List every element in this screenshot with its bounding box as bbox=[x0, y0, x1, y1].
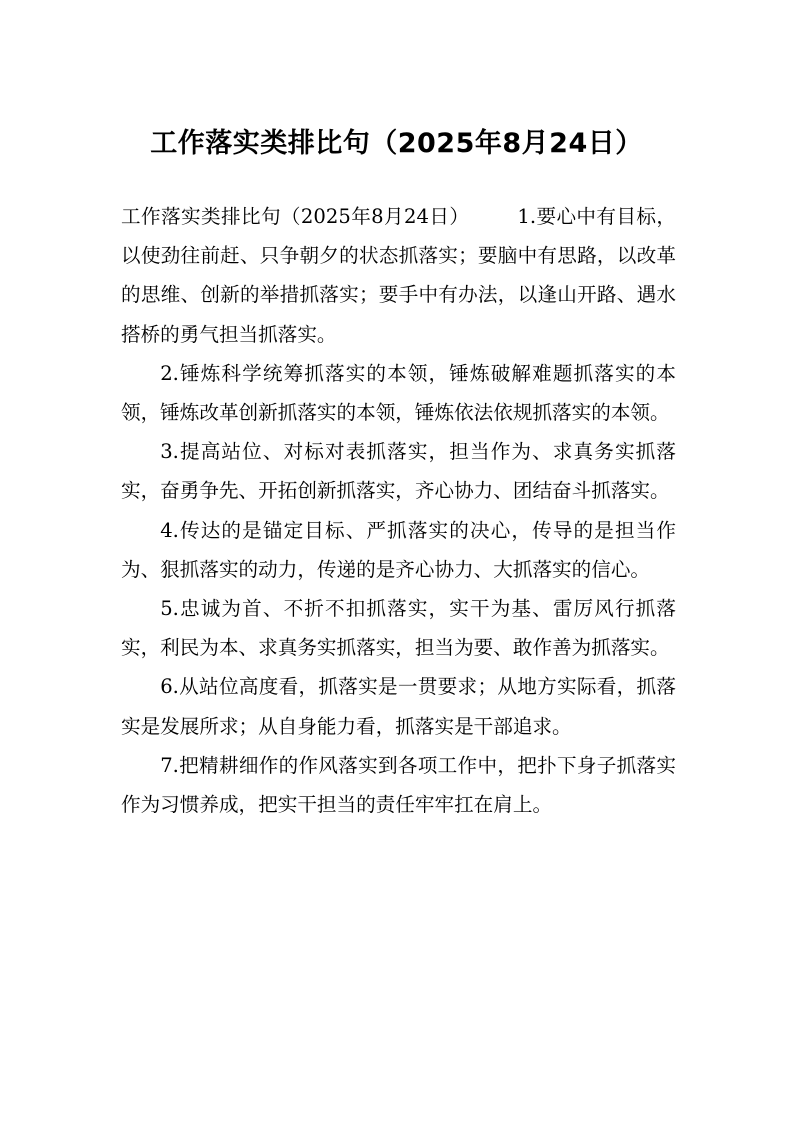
document-body bbox=[121, 197, 676, 824]
intro-heading: 工作落实类排比句（2025年8月24日） bbox=[121, 205, 470, 228]
document-title: 工作落实类排比句（2025年8月24日） bbox=[150, 128, 643, 159]
paragraph-3: 3.提高站位、对标对表抓落实，担当作为、求真务实抓落实，奋勇争先、开拓创新抓落实，齐心协力、团结奋斗抓落实。 bbox=[121, 440, 676, 503]
paragraph-2: 2.锤炼科学统筹抓落实的本领，锤炼破解难题抓落实的本领，锤炼改革创新抓落实的本领，锤炼依法依规抓落实的本领。 bbox=[121, 361, 676, 425]
paragraph-6: 6.从站位高度看，抓落实是一贯要求；从地方实际看，抓落实是发展所求；从自身能力看，抓落实是干部追求。 bbox=[121, 675, 676, 738]
paragraph-7: 7.把精耕细作的作风落实到各项工作中，把扑下身子抓落实作为习惯养成，把实干担当的责任牢牢扛在肩上。 bbox=[121, 753, 676, 817]
paragraph-4: 4.传达的是锚定目标、严抓落实的决心，传导的是担当作为、狠抓落实的动力，传递的是齐心协力、大抓落实的信心。 bbox=[121, 518, 676, 581]
paragraph-1 bbox=[121, 197, 676, 354]
paragraph-5: 5.忠诚为首、不折不扣抓落实，实干为基、雷厉风行抓落实，利民为本、求真务实抓落实，担当为要、敢作善为抓落实。 bbox=[121, 597, 676, 660]
paragraph-1-text: 1.要心中有目标，以使劲往前赶、只争朝夕的状态抓落实；要脑中有思路，以改革的思维、创新的举措抓落实；要手中有办法，以逢山开路、遇水搭桥的勇气担当抓落实。 bbox=[121, 205, 676, 346]
